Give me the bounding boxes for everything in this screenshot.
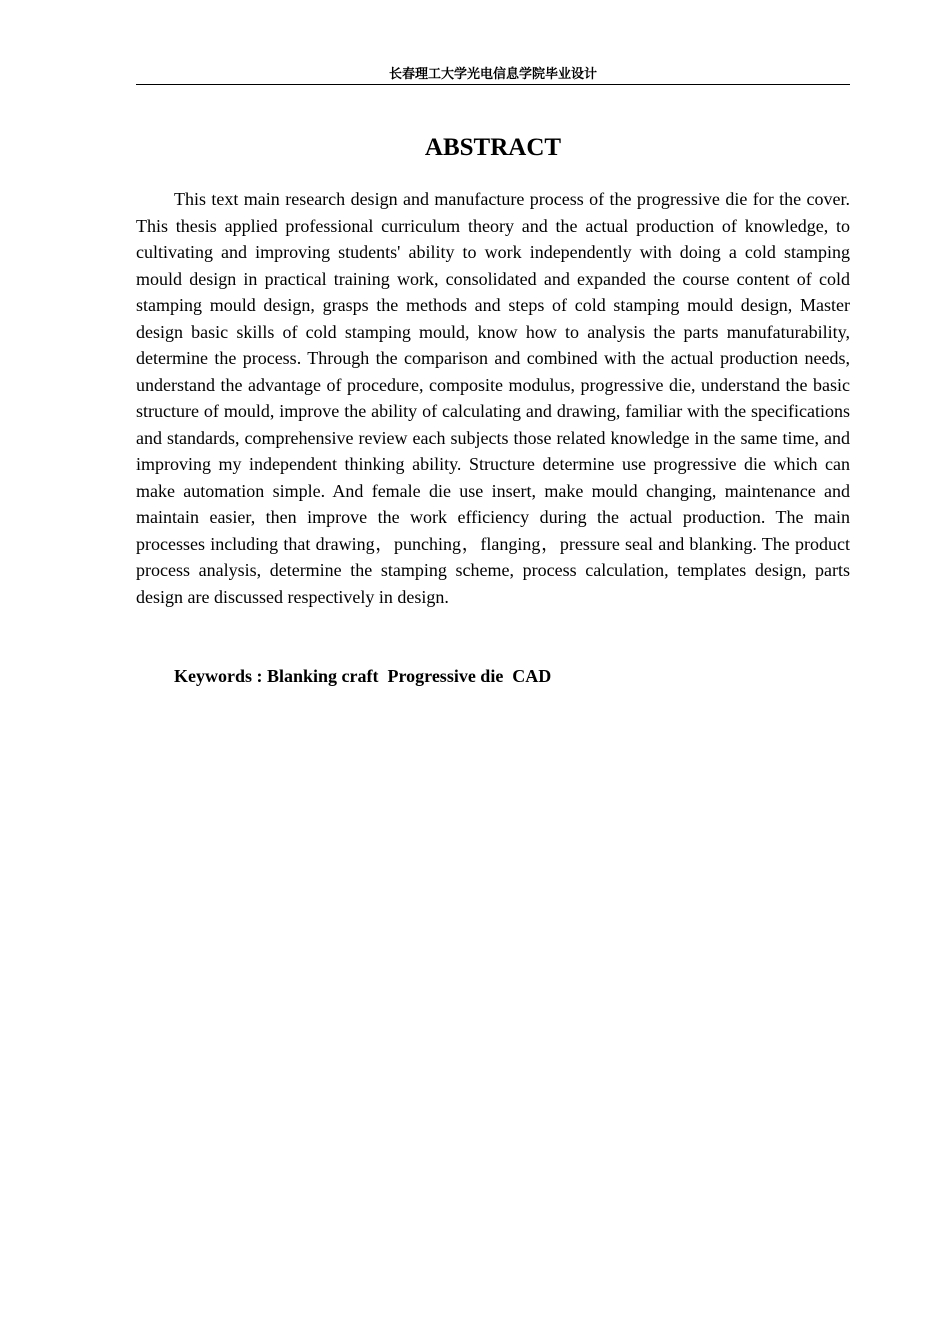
abstract-title: ABSTRACT (424, 134, 562, 161)
abstract-paragraph: This text main research design and manufacture process of the progressive die for the cover. This thesis applied professional curriculum theory and the actual production of knowledge, to cultivating and improving students' ability to work independently with doing a cold stamping mould design in practical training work, consolidated and expanded the course content of cold stamping mould design, grasps the methods and steps of cold stamping mould design, Master design basic skills of cold stamping mould, know how to analysis the parts manufaturability, determine the process. Through the comparison and combined with the actual production needs, understand the advantage of procedure, composite modulus, progressive die, understand the basic structure of mould, improve the ability of calculating and drawing, familiar with the specifications and standards, comprehensive review each subjects those related knowledge in the same time, and improving my independent thinking ability. Structure determine use progressive die which can make automation simple. And female die use insert, make mould changing, maintenance and maintain easier, then improve the work efficiency during the actual production. The main processes including that drawing，punching，flanging，pressure seal and blanking. The product process analysis, determine the stamping scheme, process calculation, templates design, parts design are discussed respectively in design. (136, 189, 850, 607)
page-header: 长春理工大学光电信息学院毕业设计 (136, 66, 850, 85)
keywords-line: Keywords : Blanking craft Progressive die CAD (174, 666, 552, 686)
